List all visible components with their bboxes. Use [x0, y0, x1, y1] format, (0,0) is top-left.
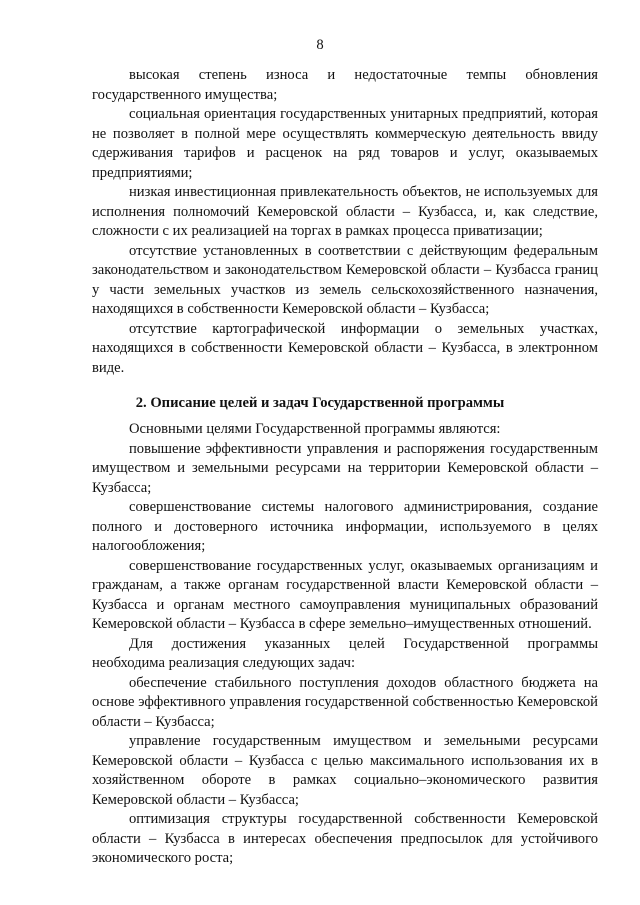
page-number: 8 [316, 37, 324, 53]
paragraph: отсутствие установленных в соответствии с действующим федеральным законодательством и законодательством Кемеровской области – Кузбасса границ у части земельных участков из земель сельскохозяйственного назначения, находящихся в собственности Кемеровской области – Кузбасса; [92, 242, 598, 317]
paragraph: отсутствие картографической информации о земельных участках, находящихся в собственности Кемеровской области – Кузбасса, в электронном виде. [92, 320, 598, 376]
paragraph: высокая степень износа и недостаточные темпы обновления государственного имущества; [92, 67, 598, 103]
paragraph: низкая инвестиционная привлекательность объектов, не используемых для исполнения полномочий Кемеровской области – Кузбасса, и, как следствие, сложности с их реализацией на торгах в рамках процесса приватизации; [92, 184, 598, 239]
paragraph: Для достижения указанных целей Государственной программы необходима реализация следующих задач: [92, 635, 598, 671]
paragraph: Основными целями Государственной программы являются: [129, 421, 501, 437]
paragraph: повышение эффективности управления и распоряжения государственным имуществом и земельными ресурсами на территории Кемеровской области – Кузбасса; [92, 440, 598, 496]
paragraph: социальная ориентация государственных унитарных предприятий, которая не позволяет в полной мере осуществлять коммерческую деятельность ввиду сдерживания тарифов и расценок на ряд товаров и услуг, оказываемых предприятиями; [92, 106, 598, 181]
paragraph: управление государственным имуществом и земельными ресурсами Кемеровской области – Кузбасса с целью максимального использования их в хозяйственном обороте в рамках социально–экономического развития Кемеровской области – Кузбасса; [92, 733, 598, 808]
paragraph: оптимизация структуры государственной собственности Кемеровской области – Кузбасса в интересах обеспечения предпосылок для устойчивого экономического роста; [92, 811, 598, 866]
paragraph: совершенствование государственных услуг, оказываемых организациям и гражданам, а также органам государственной власти Кемеровской области – Кузбасса и органам местного самоуправления муниципальных образований Кемеровской области – Кузбасса в сфере земельно–имущественных отношений. [92, 557, 598, 632]
paragraph: обеспечение стабильного поступления доходов областного бюджета на основе эффективного управления государственной собственностью Кемеровской области – Кузбасса; [92, 674, 598, 730]
paragraph: совершенствование системы налогового администрирования, создание полного и достоверного источника информации, используемого в целях налогообложения; [92, 499, 598, 554]
paragraphs-after [92, 420, 598, 869]
paragraphs-before [92, 66, 598, 378]
section-title: 2. Описание целей и задач Государственной программы [135, 395, 505, 411]
